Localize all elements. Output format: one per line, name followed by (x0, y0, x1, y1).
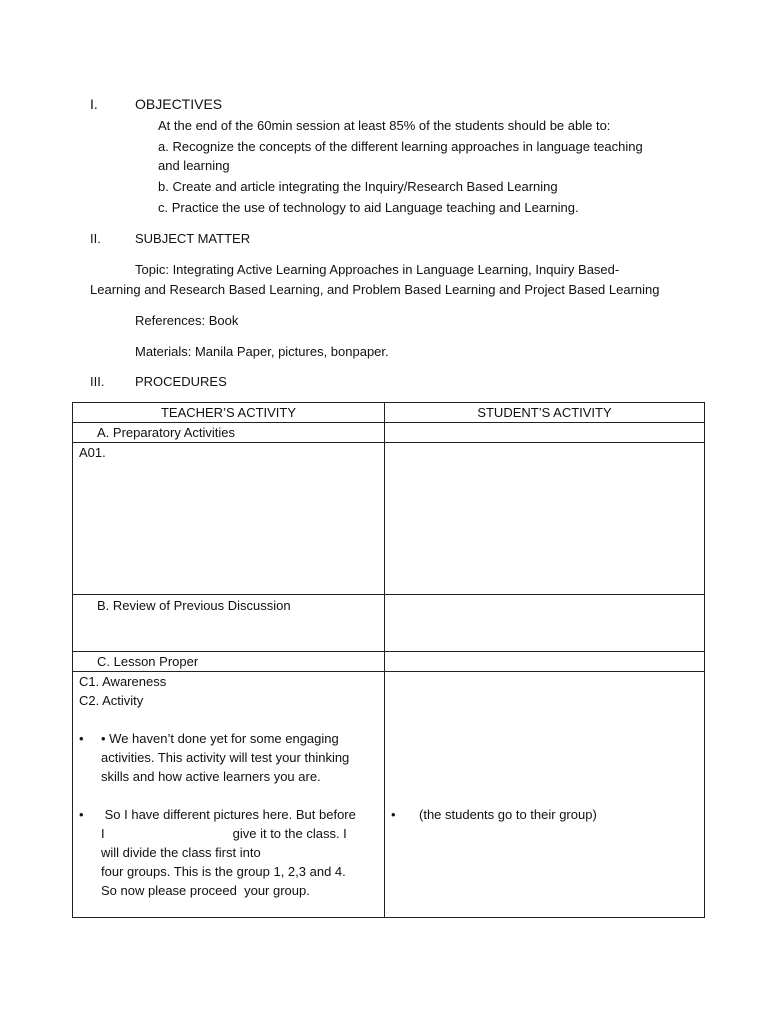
topic-line1: Topic: Integrating Active Learning Approaches in Language Learning, Inquiry Based- (135, 262, 620, 277)
bullet1-line3: skills and how active learners you are. (101, 769, 321, 784)
a01-student-cell (385, 443, 705, 595)
subject-matter-heading: SUBJECT MATTER (135, 231, 251, 246)
objectives-intro: At the end of the 60min session at least 85% of the students should be able to: (158, 118, 611, 133)
objective-c: c. Practice the use of technology to aid Language teaching and Learning. (158, 200, 579, 215)
topic-line2: Learning and Research Based Learning, and Problem Based Learning and Project Based Learning (90, 282, 660, 297)
table-row (73, 672, 705, 918)
objective-b: b. Create and article integrating the Inquiry/Research Based Learning (158, 179, 558, 194)
list-item (79, 729, 378, 786)
student-bullet-text: • (the students go to their group) (419, 807, 597, 822)
lesson-proper-teacher-cell (73, 672, 385, 918)
procedures-heading: PROCEDURES (135, 374, 227, 389)
section-c-student-cell (385, 652, 705, 672)
materials: Materials: Manila Paper, pictures, bonpaper. (135, 344, 389, 359)
teacher-activity-header: TEACHER’S ACTIVITY (73, 403, 385, 423)
table-header-row (73, 403, 705, 423)
bullet2-line5: So now please proceed your group. (101, 883, 310, 898)
c2-activity: C2. Activity (79, 693, 144, 708)
section-a-student-cell (385, 423, 705, 443)
objectives-number: I. (90, 96, 98, 112)
objective-a-line2: and learning (158, 158, 230, 173)
section-b-student-cell (385, 595, 705, 652)
table-row (73, 443, 705, 595)
references: References: Book (135, 313, 239, 328)
c1-awareness: C1. Awareness (79, 674, 167, 689)
table-row (73, 652, 705, 672)
bullet1-line2: activities. This activity will test your thinking (101, 750, 350, 765)
section-c-label: C. Lesson Proper (73, 652, 385, 672)
procedures-number: III. (90, 374, 105, 389)
table-row (73, 595, 705, 652)
section-a-label: A. Preparatory Activities (73, 423, 385, 443)
table-row (73, 423, 705, 443)
bullet2-line3: will divide the class first into (101, 845, 261, 860)
bullet2-line4: four groups. This is the group 1, 2,3 and 4. (101, 864, 346, 879)
section-b-label: B. Review of Previous Discussion (73, 595, 385, 652)
list-item (79, 805, 378, 900)
objectives-heading: OBJECTIVES (135, 96, 223, 112)
student-list-item (391, 805, 698, 824)
student-activity-header: STUDENT’S ACTIVITY (385, 403, 705, 423)
procedures-table (72, 402, 705, 918)
subject-matter-number: II. (90, 231, 101, 246)
bullet2-line2-end: give it to the class. I (232, 826, 347, 841)
objective-a-line1: a. Recognize the concepts of the different learning approaches in language teaching (158, 139, 643, 154)
bullet2-line2-start: I (101, 826, 105, 841)
bullet1-line1: • • We haven’t done yet for some engaging (101, 731, 339, 746)
lesson-proper-student-cell (385, 672, 705, 918)
bullet2-line1: • So I have different pictures here. But before (101, 807, 356, 822)
a01-cell: A01. (73, 443, 385, 595)
